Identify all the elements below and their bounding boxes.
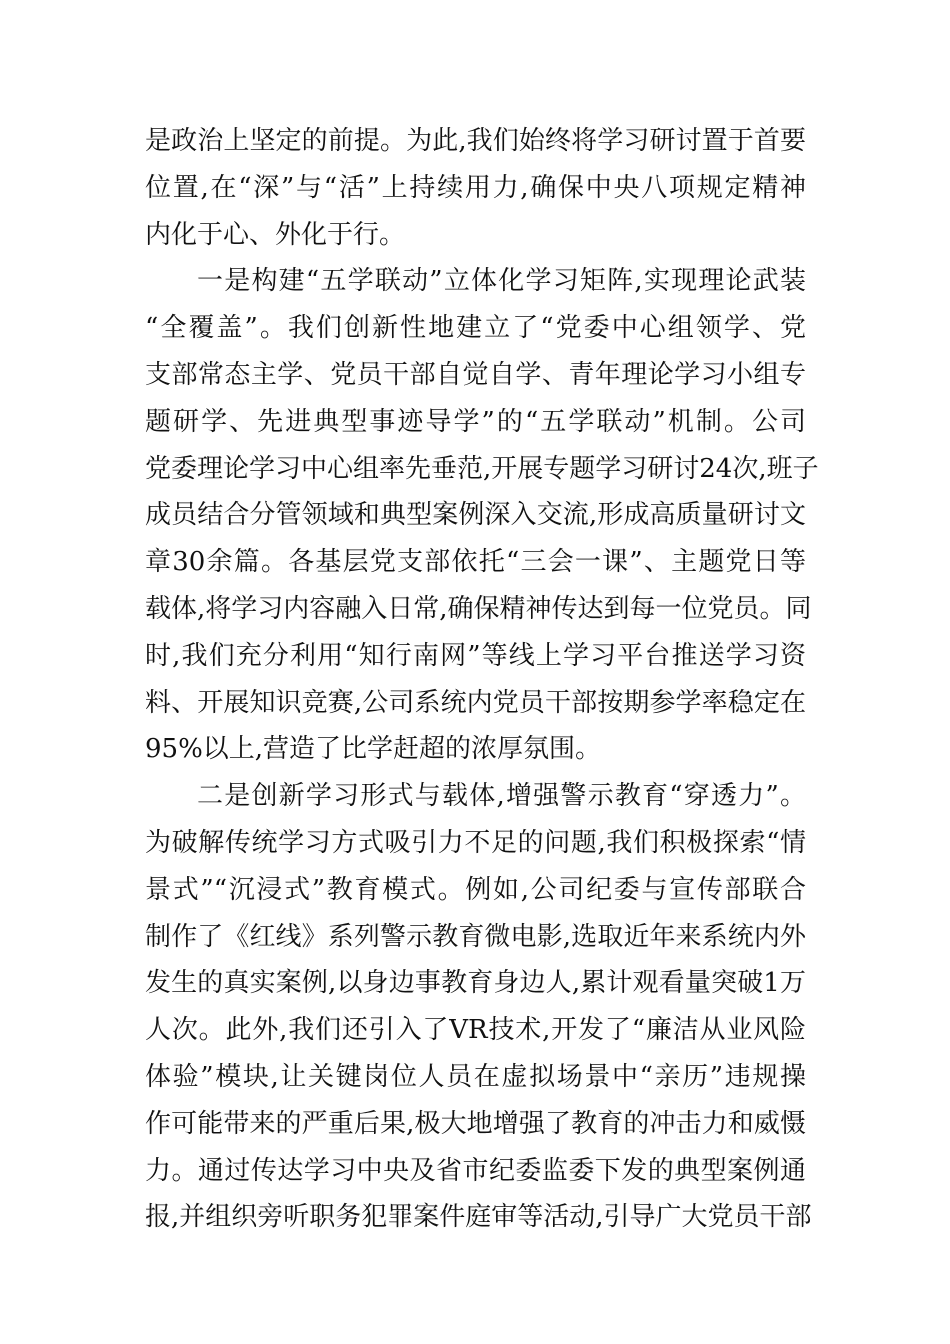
text-line: 支部常态主学、党员干部自觉自学、青年理论学习小组专 — [145, 359, 806, 390]
text-line: 是政治上坚定的前提。为此,我们始终将学习研讨置于首要 — [145, 126, 806, 156]
text-line: 作可能带来的严重后果,极大地增强了教育的冲击力和威慑 — [145, 1108, 806, 1139]
text-line: 景式”“沉浸式”教育模式。例如,公司纪委与宣传部联合 — [145, 874, 806, 905]
paragraph-continuation — [145, 118, 806, 258]
text-line: 力。通过传达学习中央及省市纪委监委下发的典型案例通 — [145, 1155, 806, 1186]
text-line: 报,并组织旁听职务犯罪案件庭审等活动,引导广大党员干部 — [145, 1202, 812, 1233]
text-line: 党委理论学习中心组率先垂范,开展专题学习研讨24次,班子 — [145, 453, 819, 484]
text-line: 体验”模块,让关键岗位人员在虚拟场景中“亲历”违规操 — [145, 1061, 806, 1092]
text-line: 发生的真实案例,以身边事教育身边人,累计观看量突破1万 — [145, 968, 806, 999]
text-line: 位置,在“深”与“活”上持续用力,确保中央八项规定精神 — [145, 172, 806, 203]
text-line: 载体,将学习内容融入日常,确保精神传达到每一位党员。同 — [145, 593, 812, 624]
text-line: 95%以上,营造了比学赶超的浓厚氛围。 — [145, 734, 602, 765]
paragraph-five-learning-linkage — [145, 258, 819, 773]
document-page — [145, 118, 819, 1241]
text-line: 制作了《红线》系列警示教育微电影,选取近年来系统内外 — [145, 921, 806, 952]
text-line: 题研学、先进典型事迹导学”的“五学联动”机制。公司 — [145, 406, 806, 437]
text-line: 成员结合分管领域和典型案例深入交流,形成高质量研讨文 — [145, 500, 806, 531]
text-line: “全覆盖”。我们创新性地建立了“党委中心组领学、党 — [145, 313, 806, 344]
text-line: 章30余篇。各基层党支部依托“三会一课”、主题党日等 — [145, 547, 806, 578]
text-line: 时,我们充分利用“知行南网”等线上学习平台推送学习资 — [145, 640, 806, 671]
text-line: 内化于心、外化于行。 — [145, 219, 406, 250]
text-line: 为破解传统学习方式吸引力不足的问题,我们积极探索“情 — [145, 827, 806, 858]
text-line: 一是构建“五学联动”立体化学习矩阵,实现理论武装 — [197, 266, 806, 297]
paragraph-warning-education — [145, 773, 812, 1241]
text-line: 人次。此外,我们还引入了VR技术,开发了“廉洁从业风险 — [145, 1015, 806, 1046]
text-line: 料、开展知识竞赛,公司系统内党员干部按期参学率稳定在 — [145, 687, 806, 718]
text-line: 二是创新学习形式与载体,增强警示教育“穿透力”。 — [197, 781, 806, 812]
